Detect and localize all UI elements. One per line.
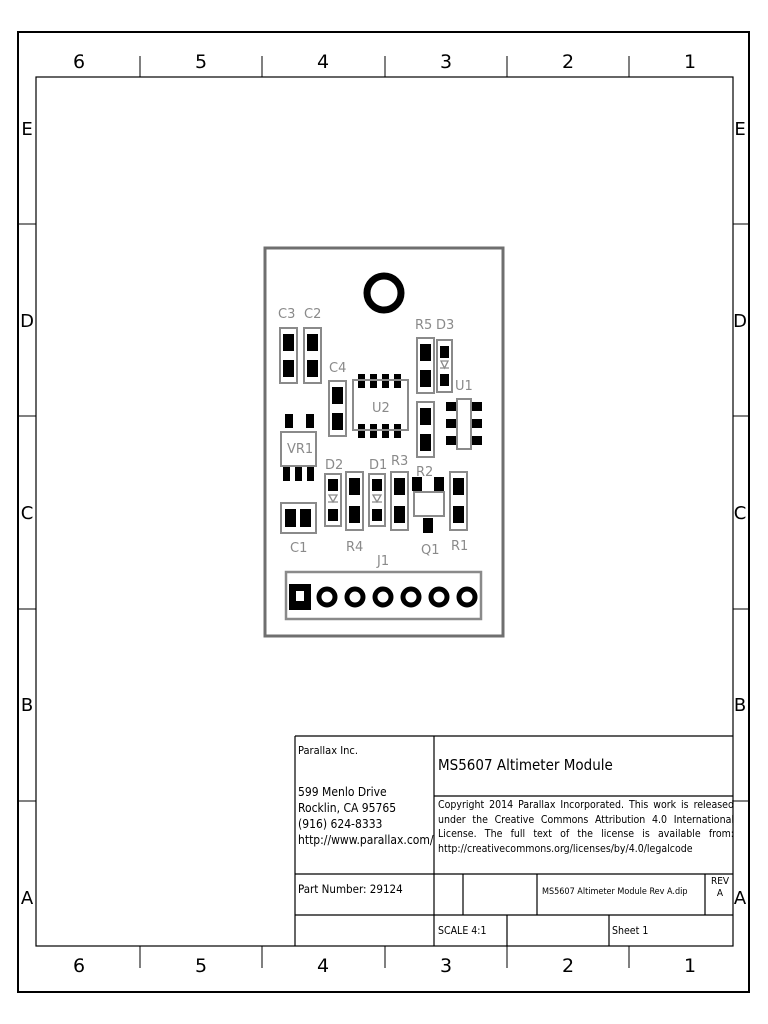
file-name: MS5607 Altimeter Module Rev A.dip [542, 887, 688, 897]
row-label-c-left: C [20, 503, 34, 524]
label-j1: J1 [377, 554, 390, 569]
row-label-e-right: E [734, 119, 746, 140]
mounting-hole [367, 276, 401, 310]
col-label-3-top: 3 [439, 51, 453, 73]
r4-footprint [346, 472, 363, 530]
part-number: Part Number: 29124 [298, 882, 403, 896]
label-q1: Q1 [421, 543, 440, 558]
d3-footprint [437, 340, 452, 392]
row-label-a-left: A [20, 888, 34, 909]
col-label-1-top: 1 [683, 51, 697, 73]
col-label-4-top: 4 [316, 51, 330, 73]
col-label-6-top: 6 [72, 51, 86, 73]
label-r2: R2 [416, 465, 434, 480]
j1-header [286, 572, 481, 619]
label-u2: U2 [372, 401, 390, 416]
u1-footprint [446, 399, 482, 449]
col-label-1-bottom: 1 [683, 955, 697, 977]
row-label-d-left: D [20, 311, 34, 332]
label-d2: D2 [325, 458, 344, 473]
row-label-e-left: E [21, 119, 33, 140]
q1-footprint [412, 477, 444, 533]
company-name: Parallax Inc. [298, 744, 359, 757]
label-d3: D3 [436, 318, 455, 333]
resistor-footprint [417, 402, 434, 457]
col-label-6-bottom: 6 [72, 955, 86, 977]
c4-footprint [329, 381, 346, 436]
scale: SCALE 4:1 [438, 925, 487, 937]
copyright-notice: Copyright 2014 Parallax Incorporated. This work is released under the Creative Commons Attribution 4.0 International License. The full text of the license is available from: http://creativecommons.org/licenses/by/4.0/legalcode [438, 799, 734, 855]
col-label-3-bottom: 3 [439, 955, 453, 977]
label-d1: D1 [369, 458, 388, 473]
c1-footprint [281, 503, 316, 533]
label-r1: R1 [451, 539, 469, 554]
label-c1: C1 [290, 541, 308, 556]
c3-footprint [280, 328, 297, 383]
pcb-board [265, 248, 503, 636]
drawing-title: MS5607 Altimeter Module [438, 756, 613, 774]
row-label-c-right: C [733, 503, 747, 524]
label-r5: R5 [415, 318, 433, 333]
row-label-b-left: B [20, 695, 34, 716]
sheet-number: Sheet 1 [612, 925, 649, 937]
label-c4: C4 [329, 361, 347, 376]
r3-footprint [391, 472, 408, 530]
row-label-d-right: D [733, 311, 747, 332]
label-r3: R3 [391, 454, 409, 469]
col-label-2-top: 2 [561, 51, 575, 73]
c2-footprint [304, 328, 321, 383]
d1-footprint [369, 474, 385, 526]
col-label-5-bottom: 5 [194, 955, 208, 977]
row-label-a-right: A [733, 888, 747, 909]
label-c2: C2 [304, 307, 322, 322]
label-u1: U1 [455, 379, 473, 394]
r5-footprint [417, 338, 434, 393]
col-label-5-top: 5 [194, 51, 208, 73]
col-label-2-bottom: 2 [561, 955, 575, 977]
col-label-4-bottom: 4 [316, 955, 330, 977]
row-label-b-right: B [733, 695, 747, 716]
d2-footprint [325, 474, 341, 526]
label-c3: C3 [278, 307, 296, 322]
r1-footprint [450, 472, 467, 530]
label-vr1: VR1 [287, 442, 314, 457]
revision: REV A [710, 876, 730, 899]
label-r4: R4 [346, 540, 364, 555]
company-address: 599 Menlo Drive Rocklin, CA 95765 (916) 624-8333 http://www.parallax.com/ [298, 785, 434, 847]
